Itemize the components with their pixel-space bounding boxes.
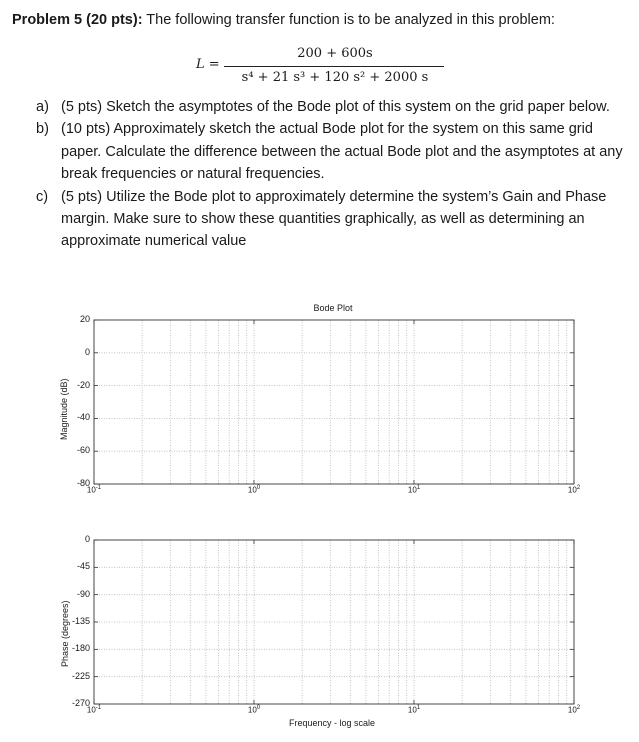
phase-xtick-label: $10^2$ [567, 705, 581, 715]
phase-xtick-label: $10^0$ [247, 705, 261, 715]
equation-lhs: L = [196, 57, 220, 72]
magnitude-ytick-label: -20 [76, 379, 90, 390]
phase-axis-label: Phase (degrees) [60, 600, 70, 667]
magnitude-ytick-label: -40 [76, 412, 90, 423]
part-c-label: c) [36, 188, 49, 205]
bode-plot-title: Bode Plot [313, 303, 353, 313]
magnitude-xtick-label: $10^2$ [567, 485, 581, 495]
magnitude-ytick-label: -80 [76, 478, 90, 488]
phase-ytick-label: -225 [71, 670, 90, 681]
magnitude-ytick-label: 0 [84, 346, 90, 357]
part-b-label: b) [36, 121, 49, 138]
part-c-text: (5 pts) Utilize the Bode plot to approximately determine the system’s Gain and Phase margin. Make sure to show these quantities graphically, as well as determining an approximate numerical value [61, 188, 607, 250]
phase-xtick-label: $10^1$ [407, 705, 421, 715]
part-a-label: a) [36, 99, 49, 115]
magnitude-ytick-label: -60 [76, 445, 90, 456]
equation-denominator: s⁴ + 21 s³ + 120 s² + 2000 s [241, 70, 429, 85]
phase-ytick-label: -45 [76, 561, 90, 572]
frequency-axis-label: Frequency - log scale [288, 718, 376, 728]
equation-numerator: 200 + 600s [297, 46, 373, 61]
phase-ytick-label: -180 [71, 643, 90, 654]
phase-ytick-label: -135 [71, 616, 90, 626]
part-a-text: (5 pts) Sketch the asymptotes of the Bode plot of this system on the grid paper below. [61, 99, 610, 115]
magnitude-xtick-label: $10^1$ [407, 485, 421, 495]
phase-ytick-label: 0 [84, 534, 90, 544]
problem-heading-bold: Problem 5 (20 pts): [12, 12, 143, 28]
part-b-text: (10 pts) Approximately sketch the actual Bode plot for the system on this same grid paper. Calculate the difference between the actual Bode plot and the asymptotes at any break frequencies or natural frequencies. [61, 121, 623, 183]
phase-xtick-label: $10^{-1}$ [86, 705, 102, 715]
magnitude-axis-label: Magnitude (dB) [59, 378, 69, 440]
magnitude-ytick-label: 20 [79, 314, 90, 324]
magnitude-xtick-label: $10^{-1}$ [86, 485, 102, 495]
phase-ytick-label: -270 [71, 698, 90, 708]
magnitude-xtick-label: $10^0$ [247, 485, 261, 495]
problem-heading-text: The following transfer function is to be analyzed in this problem: [142, 12, 555, 28]
phase-ytick-label: -90 [76, 588, 90, 599]
